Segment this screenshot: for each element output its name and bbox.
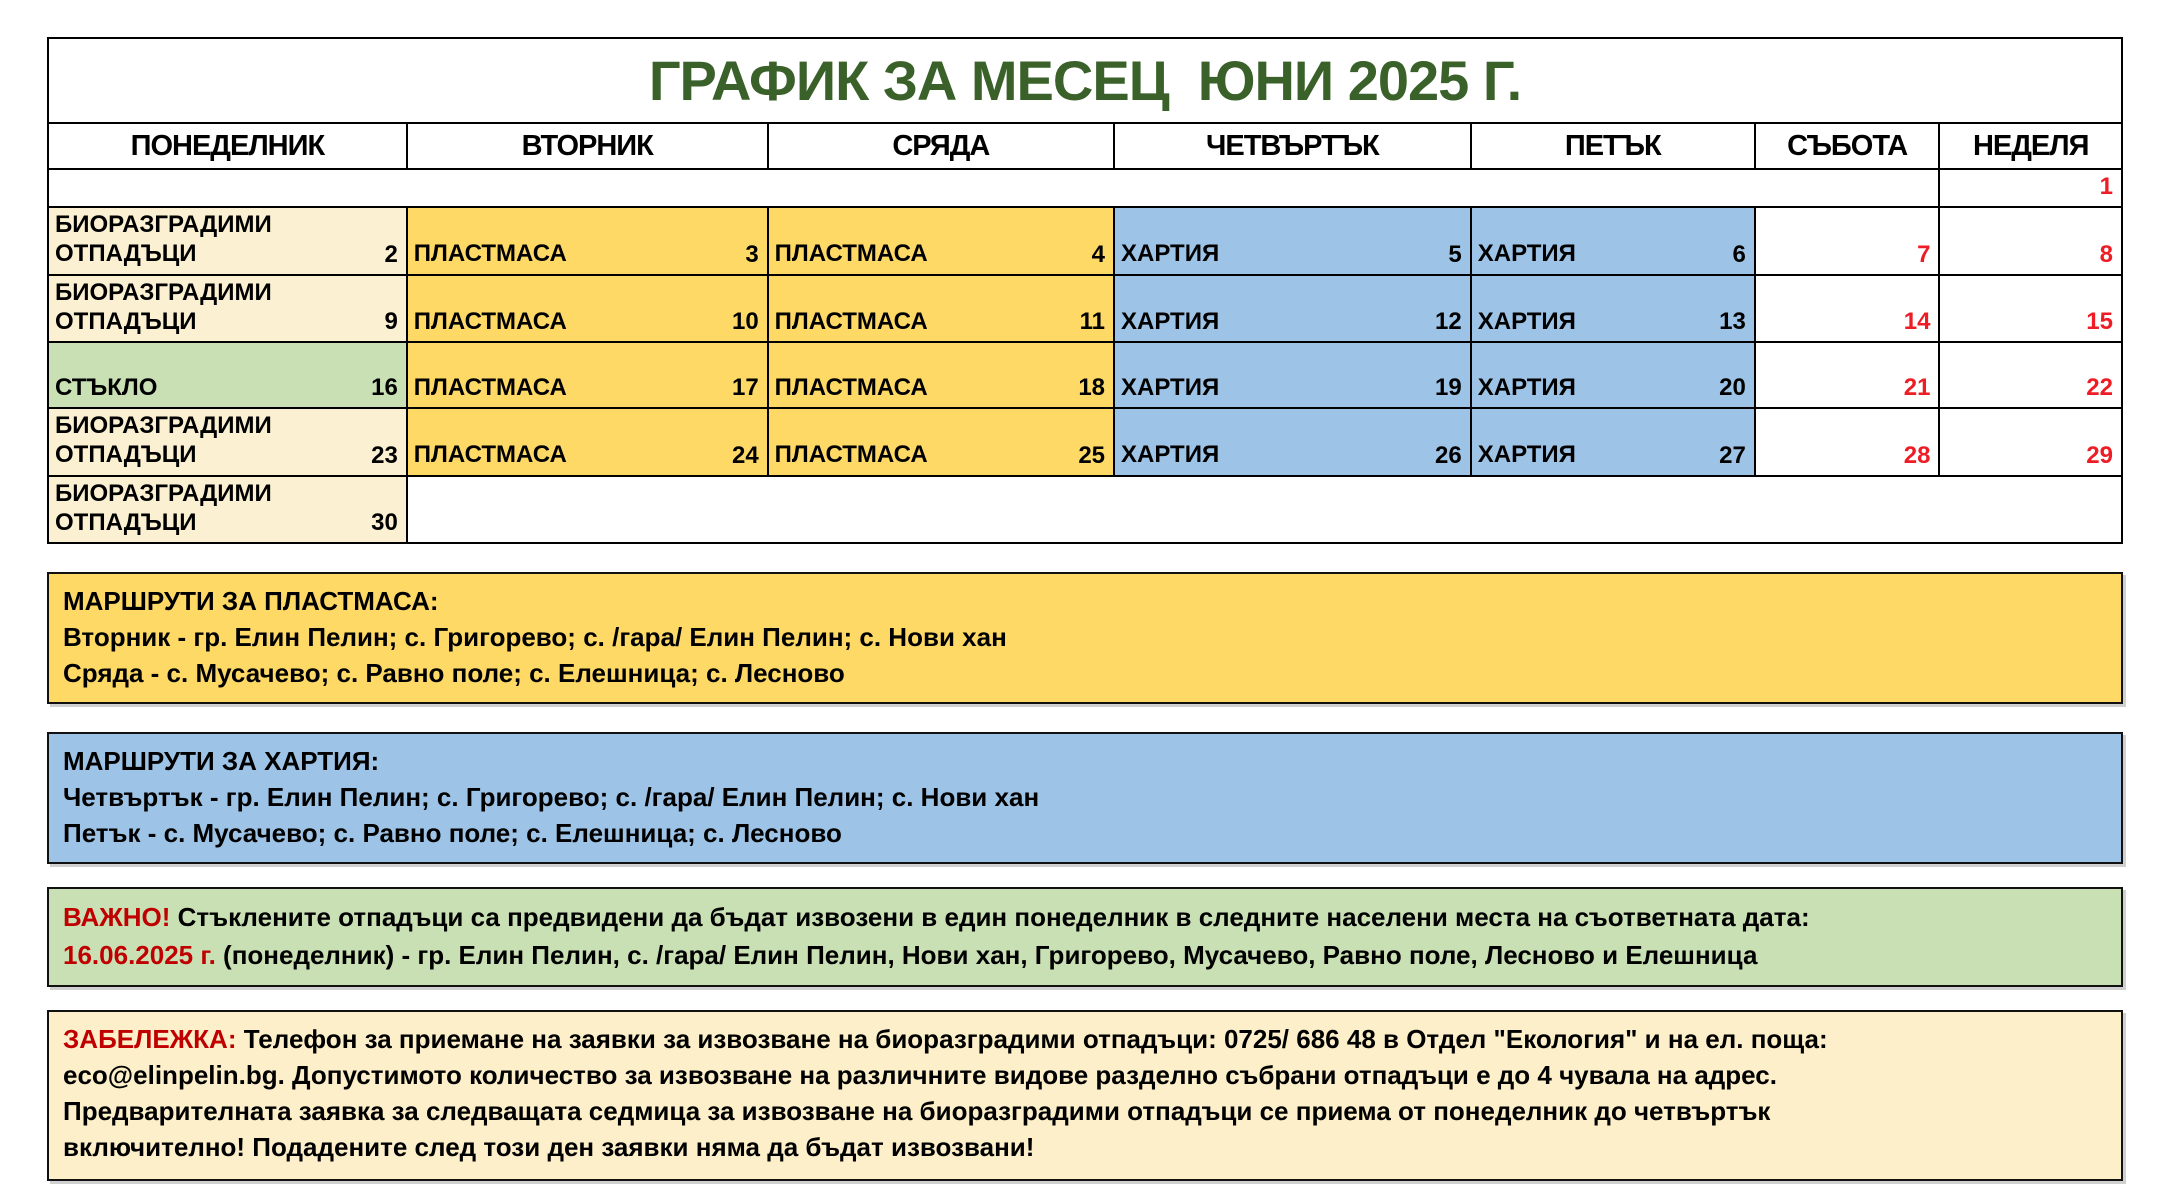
day-number: 2 — [384, 240, 398, 268]
day-number: 11 — [1079, 308, 1106, 336]
day-number: 18 — [1078, 374, 1106, 402]
day-label: ПЛАСТМАСА — [774, 307, 928, 335]
day-label: ПЛАСТМАСА — [774, 441, 928, 469]
day-label: ПЛАСТМАСА — [774, 373, 928, 401]
day-cell-paper-26 — [1114, 408, 1471, 476]
important-date: 16.06.2025 г. — [63, 940, 224, 971]
day-label: ХАРТИЯ — [1477, 441, 1576, 469]
routes-plastic-tuesday: Вторник - гр. Елин Пелин; с. Григорево; с. /гара/ Елин Пелин; с. Нови хан — [63, 622, 1007, 653]
day-cell-bio-2 — [48, 207, 407, 275]
day-header-wednesday: СРЯДА — [768, 123, 1114, 169]
note-line-3: Предварителната заявка за следващата седмица за извозване на биоразградими отпадъци се приема от понеделник до четвъртък — [63, 1096, 1771, 1127]
schedule-page — [47, 37, 2123, 1181]
empty-days-cell — [48, 169, 1939, 207]
day-number: 13 — [1719, 308, 1746, 336]
calendar-table — [47, 37, 2123, 544]
day-header-saturday: СЪБОТА — [1755, 123, 1940, 169]
day-label: ХАРТИЯ — [1121, 373, 1220, 401]
note-label: ЗАБЕЛЕЖКА: — [63, 1024, 244, 1055]
day-cell-sun-22 — [1939, 342, 2122, 408]
day-cell-bio-23 — [48, 408, 407, 476]
day-cell-sun-15 — [1939, 275, 2122, 343]
routes-paper-box — [47, 732, 2123, 864]
day-header-friday: ПЕТЪК — [1471, 123, 1755, 169]
day-label: ПЛАСТМАСА — [413, 307, 567, 335]
day-cell-plastic-4 — [768, 207, 1114, 275]
day-cell-paper-5 — [1114, 207, 1471, 275]
note-text-1: Телефон за приемане на заявки за извозване на биоразградими отпадъци: 0725/ 686 48 в Отдел "Екология" и на ел. поща: — [243, 1024, 1828, 1055]
day-cell-plastic-11 — [768, 275, 1114, 343]
day-label: СТЪКЛО — [55, 373, 158, 401]
day-label: ПЛАСТМАСА — [774, 240, 928, 268]
important-line-1 — [63, 898, 2107, 936]
empty-days-cell — [407, 476, 2122, 544]
note-box — [47, 1010, 2123, 1181]
week-row-6 — [48, 476, 2122, 544]
day-cell-plastic-10 — [407, 275, 768, 343]
day-cell-paper-27 — [1471, 408, 1755, 476]
week-row-3 — [48, 275, 2122, 343]
day-label: ПЛАСТМАСА — [413, 373, 567, 401]
important-line-2 — [63, 936, 2107, 974]
day-number: 24 — [731, 441, 759, 469]
day-label: БИОРАЗГРАДИМИ ОТПАДЪЦИ — [55, 412, 272, 469]
day-cell-sat-14 — [1755, 275, 1940, 343]
week-row-2 — [48, 207, 2122, 275]
day-label: ХАРТИЯ — [1121, 307, 1220, 335]
routes-plastic-heading: МАРШРУТИ ЗА ПЛАСТМАСА: — [63, 586, 439, 617]
day-cell-plastic-25 — [768, 408, 1114, 476]
day-cell-sat-21 — [1755, 342, 1940, 408]
day-cell-bio-9 — [48, 275, 407, 343]
day-header-monday: ПОНЕДЕЛНИК — [48, 123, 407, 169]
day-header-thursday: ЧЕТВЪРТЪК — [1114, 123, 1471, 169]
day-number: 28 — [1903, 441, 1931, 469]
day-cell-sun-29 — [1939, 408, 2122, 476]
day-label: БИОРАЗГРАДИМИ ОТПАДЪЦИ — [55, 211, 272, 268]
important-box — [47, 887, 2123, 987]
day-cell-paper-13 — [1471, 275, 1755, 343]
day-label: ПЛАСТМАСА — [413, 441, 567, 469]
routes-paper-thursday: Четвъртък - гр. Елин Пелин; с. Григорево; с. /гара/ Елин Пелин; с. Нови хан — [63, 782, 1040, 813]
day-number: 25 — [1078, 441, 1106, 469]
day-number: 23 — [371, 441, 398, 469]
day-label: БИОРАЗГРАДИМИ ОТПАДЪЦИ — [55, 278, 272, 335]
week-row-4 — [48, 342, 2122, 408]
important-label: ВАЖНО! — [63, 902, 178, 933]
day-number: 10 — [731, 308, 759, 336]
day-number: 6 — [1732, 240, 1746, 268]
day-number: 5 — [1448, 240, 1462, 268]
day-cell-paper-19 — [1114, 342, 1471, 408]
week-row-1 — [48, 169, 2122, 207]
day-cell-paper-6 — [1471, 207, 1755, 275]
day-number: 22 — [2086, 374, 2113, 402]
day-number: 26 — [1435, 441, 1462, 469]
week-row-5 — [48, 408, 2122, 476]
day-number: 1 — [2099, 173, 2113, 200]
day-cell-plastic-17 — [407, 342, 768, 408]
day-number: 4 — [1091, 240, 1106, 268]
day-number: 16 — [371, 374, 398, 402]
day-number: 30 — [371, 509, 398, 537]
day-number: 12 — [1435, 308, 1462, 336]
day-cell-paper-20 — [1471, 342, 1755, 408]
day-number: 17 — [731, 374, 759, 402]
important-date-text: (понеделник) - гр. Елин Пелин, с. /гара/ Елин Пелин, Нови хан, Григорево, Мусачево, Равно поле, Лесново и Елешница — [223, 940, 1758, 971]
day-header-sunday: НЕДЕЛЯ — [1939, 123, 2122, 169]
day-label: ХАРТИЯ — [1477, 240, 1576, 268]
day-number: 19 — [1435, 374, 1462, 402]
day-number: 3 — [745, 240, 759, 268]
day-label: ХАРТИЯ — [1477, 373, 1576, 401]
day-cell-plastic-18 — [768, 342, 1114, 408]
day-header-row — [48, 123, 2122, 169]
day-number: 29 — [2086, 441, 2113, 469]
day-cell-sat-28 — [1755, 408, 1940, 476]
day-cell-paper-12 — [1114, 275, 1471, 343]
day-cell-glass-16 — [48, 342, 407, 408]
routes-plastic-box — [47, 572, 2123, 704]
note-line-1 — [63, 1021, 2107, 1057]
day-label: ХАРТИЯ — [1121, 240, 1220, 268]
day-number: 14 — [1903, 308, 1931, 336]
title-row — [48, 38, 2122, 123]
day-label: ПЛАСТМАСА — [413, 240, 567, 268]
routes-paper-friday: Петък - с. Мусачево; с. Равно поле; с. Елешница; с. Лесново — [63, 818, 842, 849]
day-cell-sun-1 — [1939, 169, 2122, 207]
day-number: 9 — [384, 308, 398, 336]
day-number: 7 — [1917, 240, 1931, 268]
note-line-4: включително! Подадените след този ден заявки няма да бъдат извозвани! — [63, 1132, 1035, 1163]
day-label: БИОРАЗГРАДИМИ ОТПАДЪЦИ — [55, 479, 272, 536]
important-text: Стъклените отпадъци са предвидени да бъдат извозени в един понеделник в следните населени места на съответната дата: — [177, 902, 1810, 933]
day-number: 20 — [1719, 374, 1746, 402]
page-title: ГРАФИК ЗА МЕСЕЦ ЮНИ 2025 Г. — [48, 38, 2122, 123]
day-label: ХАРТИЯ — [1477, 307, 1576, 335]
routes-plastic-wednesday: Сряда - с. Мусачево; с. Равно поле; с. Елешница; с. Лесново — [63, 658, 845, 689]
routes-paper-heading: МАРШРУТИ ЗА ХАРТИЯ: — [63, 746, 380, 777]
day-cell-bio-30 — [48, 476, 407, 544]
day-number: 15 — [2086, 308, 2113, 336]
day-header-tuesday: ВТОРНИК — [407, 123, 768, 169]
day-label: ХАРТИЯ — [1121, 441, 1220, 469]
day-number: 8 — [2099, 240, 2113, 268]
day-cell-plastic-24 — [407, 408, 768, 476]
day-cell-plastic-3 — [407, 207, 768, 275]
day-number: 21 — [1903, 374, 1931, 402]
note-line-2: eco@elinpelin.bg. Допустимото количество за извозване на различните видове разделно събрани отпадъци е до 4 чувала на адрес. — [63, 1060, 1777, 1091]
day-number: 27 — [1719, 441, 1746, 469]
day-cell-sat-7 — [1755, 207, 1940, 275]
day-cell-sun-8 — [1939, 207, 2122, 275]
